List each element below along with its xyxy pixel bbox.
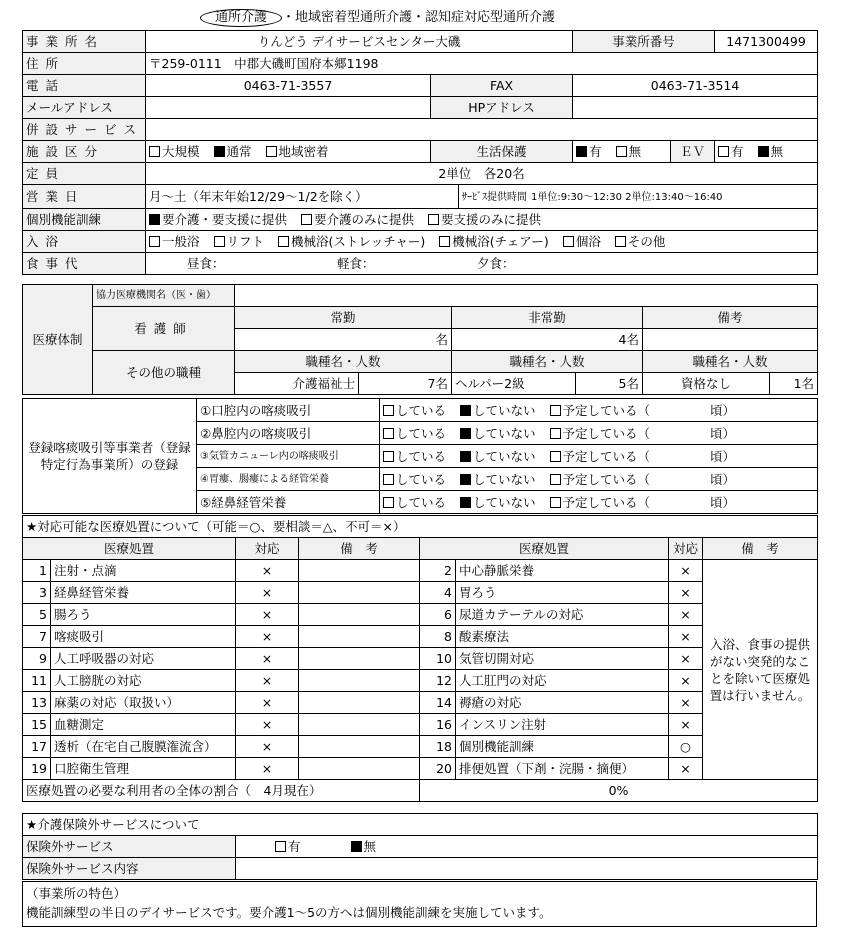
treatment-note-left <box>299 582 420 604</box>
treatment-row <box>23 604 818 626</box>
opt-close: 頃） <box>710 494 736 510</box>
meal-dinner: 夕食： <box>477 256 515 271</box>
opt-doing: している <box>396 448 447 464</box>
mail <box>146 97 431 119</box>
treatment-ratio-label: 医療処置の必要な利用者の全体の割合（ 4月現在） <box>23 780 420 802</box>
opt-close: 頃） <box>710 402 736 418</box>
opt-plan: 予定している（ <box>562 494 651 510</box>
treatment-no-right: 4 <box>420 582 456 604</box>
treatment-resp-right: × <box>669 714 703 736</box>
facility-type-options <box>146 141 431 163</box>
opt-plan: 予定している（ <box>562 471 651 487</box>
bath-lift-label: リフト <box>226 234 265 249</box>
suction-1-plan-checkbox[interactable] <box>550 405 561 416</box>
treatment-resp-right: × <box>669 626 703 648</box>
job-header-2: 職種名・人数 <box>452 351 643 373</box>
treatment-no-right: 10 <box>420 648 456 670</box>
service-hours <box>459 185 818 209</box>
nurse-note <box>643 329 818 351</box>
tel-label: 電話 <box>23 75 146 97</box>
treatment-note-left <box>299 560 420 582</box>
training-support-label: 要支援のみに提供 <box>441 212 542 227</box>
treatment-name-left: 人工呼吸器の対応 <box>51 648 236 670</box>
job-count-1: 7名 <box>359 373 452 395</box>
treatment-name-left: 人工膀胱の対応 <box>51 670 236 692</box>
opt-not: していない <box>473 425 536 441</box>
other-service-types: ・地域密着型通所介護・認知症対応型通所介護 <box>282 10 556 25</box>
job-header-1: 職種名・人数 <box>235 351 452 373</box>
suction-5-plan-checkbox[interactable] <box>550 497 561 508</box>
treatment-ratio: 0% <box>420 780 818 802</box>
treatment-row <box>23 582 818 604</box>
bath-private-label: 個浴 <box>575 234 601 249</box>
treatment-row <box>23 670 818 692</box>
treatment-no-right: 18 <box>420 736 456 758</box>
treatment-no-right: 14 <box>420 692 456 714</box>
treatment-row <box>23 736 818 758</box>
suction-4-not-checkbox[interactable] <box>460 474 471 485</box>
extra-yes-checkbox[interactable] <box>275 841 286 852</box>
treatment-rows <box>23 560 818 780</box>
treatment-resp-left: × <box>236 626 299 648</box>
welfare-no-checkbox[interactable] <box>616 146 627 157</box>
treatment-col-resp-right: 対応 <box>669 538 703 560</box>
treatment-name-right: 尿道カテーテルの対応 <box>456 604 669 626</box>
treatment-table <box>22 515 818 802</box>
bath-other-checkbox[interactable] <box>615 236 626 247</box>
suction-status-3 <box>380 445 818 468</box>
opt-close: 頃） <box>710 448 736 464</box>
treatment-name-right: 人工肛門の対応 <box>456 670 669 692</box>
extra-service-title: ★介護保険外サービスについて <box>23 814 818 836</box>
treatment-resp-right: ○ <box>669 736 703 758</box>
treatment-no-left: 7 <box>23 626 51 648</box>
address: 〒259-0111 中郡大磯町国府本郷1198 <box>146 53 818 75</box>
treatment-resp-right: × <box>669 648 703 670</box>
treatment-no-left: 17 <box>23 736 51 758</box>
treatment-no-left: 15 <box>23 714 51 736</box>
ev-label: ＥＶ <box>671 141 715 163</box>
suction-item-4: ④胃瘻、腸瘻による経管栄養 <box>197 468 380 491</box>
capacity-label: 定員 <box>23 163 146 185</box>
treatment-resp-left: × <box>236 582 299 604</box>
features-text: 機能訓練型の半日のデイサービスです。要介護1～5の方へは個別機能訓練を実施しています。 <box>26 905 552 920</box>
extra-yes-label: 有 <box>288 839 301 854</box>
training-options <box>146 209 818 231</box>
treatment-name-right: 排便処置（下剤・浣腸・摘便） <box>456 758 669 780</box>
job-header-3: 職種名・人数 <box>643 351 818 373</box>
other-staff-label: その他の職種 <box>93 351 235 395</box>
coop-hospital <box>235 285 818 307</box>
treatment-resp-left: × <box>236 758 299 780</box>
treatment-note-left <box>299 604 420 626</box>
facility-normal-label: 通常 <box>226 144 252 159</box>
opt-plan: 予定している（ <box>562 448 651 464</box>
treatment-name-left: 喀痰吸引 <box>51 626 236 648</box>
office-name-label: 事業所名 <box>23 31 146 53</box>
treatment-no-left: 3 <box>23 582 51 604</box>
suction-status-1 <box>380 399 818 422</box>
suction-item-1: ①口腔内の喀痰吸引 <box>197 399 380 422</box>
suction-5-doing-checkbox[interactable] <box>383 497 394 508</box>
job-name-2: ヘルパー2級 <box>452 373 576 395</box>
bath-stretcher-label: 機械浴(ストレッチャー) <box>291 234 426 249</box>
nurse-part-count: 4名 <box>452 329 643 351</box>
facility-normal-checkbox[interactable] <box>214 146 225 157</box>
treatment-col-note-left: 備 考 <box>299 538 420 560</box>
treatment-resp-right: × <box>669 692 703 714</box>
treatment-name-left: 注射・点滴 <box>51 560 236 582</box>
treatment-name-left: 腸ろう <box>51 604 236 626</box>
treatment-row <box>23 692 818 714</box>
treatment-row <box>23 758 818 780</box>
training-all-checkbox[interactable] <box>149 214 160 225</box>
suction-registration-text: 登録喀痰吸引等事業者（登録特定行為事業所）の登録 <box>28 440 191 472</box>
meal-costs <box>146 253 818 275</box>
bath-stretcher-checkbox[interactable] <box>278 236 289 247</box>
opt-doing: している <box>396 402 447 418</box>
service-hours-value: 1単位:9:30～12:30 2単位:13:40～16:40 <box>530 192 723 203</box>
training-care-label: 要介護のみに提供 <box>314 212 415 227</box>
combined-service-label: 併設サービス <box>23 119 146 141</box>
bath-private-checkbox[interactable] <box>563 236 574 247</box>
treatment-name-left: 経鼻経管栄養 <box>51 582 236 604</box>
treatment-col-resp-left: 対応 <box>236 538 299 560</box>
suction-2-doing-checkbox[interactable] <box>383 428 394 439</box>
treatment-note-left <box>299 670 420 692</box>
suction-4-doing-checkbox[interactable] <box>383 474 394 485</box>
training-support-checkbox[interactable] <box>428 214 439 225</box>
extra-no-checkbox[interactable] <box>351 841 362 852</box>
opt-not: していない <box>473 448 536 464</box>
medical-system-table <box>22 284 818 395</box>
treatment-resp-left: × <box>236 560 299 582</box>
opt-close: 頃） <box>710 471 736 487</box>
welfare-yes-checkbox[interactable] <box>576 146 587 157</box>
treatment-no-right: 16 <box>420 714 456 736</box>
training-all-label: 要介護・要支援に提供 <box>162 212 288 227</box>
ev-no-label: 無 <box>770 144 784 159</box>
address-label: 住所 <box>23 53 146 75</box>
features-label: （事業所の特色） <box>26 886 127 901</box>
treatment-note-left <box>299 758 420 780</box>
meal-lunch: 昼食： <box>187 256 225 271</box>
capacity: 2単位 各20名 <box>146 163 818 185</box>
treatment-name-right: 胃ろう <box>456 582 669 604</box>
extra-no-label: 無 <box>363 839 377 854</box>
suction-3-not-checkbox[interactable] <box>460 451 471 462</box>
treatment-no-right: 8 <box>420 626 456 648</box>
facility-local-label: 地域密着 <box>278 144 329 159</box>
welfare-no-label: 無 <box>628 144 642 159</box>
treatment-no-left: 9 <box>23 648 51 670</box>
treatment-note-left <box>299 626 420 648</box>
bath-chair-checkbox[interactable] <box>439 236 450 247</box>
office-name: りんどう デイサービスセンター大磯 <box>146 31 573 53</box>
treatment-resp-left: × <box>236 670 299 692</box>
opt-doing: している <box>396 425 447 441</box>
opt-plan: 予定している（ <box>562 425 651 441</box>
meal-light: 軽食： <box>337 256 375 271</box>
combined-service <box>146 119 818 141</box>
ev-yes-label: 有 <box>731 144 744 159</box>
treatment-name-right: 酸素療法 <box>456 626 669 648</box>
suction-5-not-checkbox[interactable] <box>460 497 471 508</box>
business-days: 月～土（年末年始12/29～1/2を除く） <box>146 185 459 209</box>
bath-options <box>146 231 818 253</box>
hp-label: HPアドレス <box>431 97 573 119</box>
treatment-note-left <box>299 736 420 758</box>
coop-hospital-label: 協力医療機関名（医・歯） <box>93 285 235 307</box>
treatment-resp-right: × <box>669 758 703 780</box>
service-type-header <box>200 8 555 28</box>
selected-service-type: 通所介護 <box>200 9 282 27</box>
treatment-col-note-right: 備 考 <box>703 538 818 560</box>
features-table <box>22 881 817 927</box>
suction-3-doing-checkbox[interactable] <box>383 451 394 462</box>
facility-large-label: 大規模 <box>162 144 200 159</box>
treatment-resp-right: × <box>669 560 703 582</box>
tel: 0463-71-3557 <box>146 75 431 97</box>
treatment-resp-left: × <box>236 692 299 714</box>
welfare-label: 生活保護 <box>431 141 573 163</box>
nurse-part-header: 非常勤 <box>452 307 643 329</box>
hp <box>573 97 818 119</box>
extra-service-label: 保険外サービス <box>23 836 236 858</box>
welfare-yes-label: 有 <box>589 144 602 159</box>
service-hours-label: ｻｰﾋﾞｽ提供時間 <box>462 192 527 203</box>
treatment-name-right: 褥瘡の対応 <box>456 692 669 714</box>
treatment-name-left: 口腔衛生管理 <box>51 758 236 780</box>
bath-lift-checkbox[interactable] <box>214 236 225 247</box>
suction-2-plan-checkbox[interactable] <box>550 428 561 439</box>
suction-status-2 <box>380 422 818 445</box>
extra-content <box>236 858 818 880</box>
extra-content-label: 保険外サービス内容 <box>23 858 236 880</box>
treatment-no-left: 13 <box>23 692 51 714</box>
facility-type-label: 施設区分 <box>23 141 146 163</box>
treatment-note-right: 入浴、食事の提供がない突発的なことを除いて医療処置は行いません。 <box>703 560 818 780</box>
ev-options <box>715 141 818 163</box>
fax: 0463-71-3514 <box>573 75 818 97</box>
treatment-col-proc-right: 医療処置 <box>420 538 669 560</box>
suction-item-3: ③気管カニューレ内の喀痰吸引 <box>197 445 380 468</box>
facility-large-checkbox[interactable] <box>149 146 160 157</box>
treatment-row <box>23 560 818 582</box>
training-label: 個別機能訓練 <box>23 209 146 231</box>
ev-no-checkbox[interactable] <box>758 146 769 157</box>
suction-registration-label <box>23 399 197 514</box>
suction-2-not-checkbox[interactable] <box>460 428 471 439</box>
treatment-resp-left: × <box>236 648 299 670</box>
treatment-resp-right: × <box>669 604 703 626</box>
bath-label: 入浴 <box>23 231 146 253</box>
business-days-label: 営業日 <box>23 185 146 209</box>
treatment-no-left: 5 <box>23 604 51 626</box>
opt-plan: 予定している（ <box>562 402 651 418</box>
treatment-no-left: 19 <box>23 758 51 780</box>
mail-label: メールアドレス <box>23 97 146 119</box>
nurse-note-header: 備考 <box>643 307 818 329</box>
bath-general-checkbox[interactable] <box>149 236 160 247</box>
treatment-row <box>23 714 818 736</box>
treatment-name-left: 麻薬の対応（取扱い） <box>51 692 236 714</box>
bath-other-label: その他 <box>627 234 666 249</box>
treatment-resp-right: × <box>669 670 703 692</box>
suction-registration-table <box>22 398 818 514</box>
treatment-resp-left: × <box>236 736 299 758</box>
meal-label: 食事代 <box>23 253 146 275</box>
extra-service-options <box>236 836 818 858</box>
welfare-options <box>573 141 671 163</box>
treatment-no-right: 20 <box>420 758 456 780</box>
treatment-col-proc-left: 医療処置 <box>23 538 236 560</box>
suction-status-5 <box>380 491 818 514</box>
opt-doing: している <box>396 471 447 487</box>
nurse-full-count: 名 <box>235 329 452 351</box>
treatment-no-right: 12 <box>420 670 456 692</box>
bath-chair-label: 機械浴(チェアー) <box>452 234 549 249</box>
office-number-label: 事業所番号 <box>573 31 715 53</box>
suction-3-plan-checkbox[interactable] <box>550 451 561 462</box>
treatment-name-right: 個別機能訓練 <box>456 736 669 758</box>
treatment-note-left <box>299 692 420 714</box>
opt-not: していない <box>473 471 536 487</box>
treatment-name-right: 気管切開対応 <box>456 648 669 670</box>
suction-status-4 <box>380 468 818 491</box>
job-name-1: 介護福祉士 <box>235 373 359 395</box>
nurse-label: 看護師 <box>93 307 235 351</box>
extra-service-table <box>22 813 818 880</box>
fax-label: FAX <box>431 75 573 97</box>
treatment-no-left: 11 <box>23 670 51 692</box>
opt-close: 頃） <box>710 425 736 441</box>
bath-general-label: 一般浴 <box>162 234 200 249</box>
treatment-name-right: 中心静脈栄養 <box>456 560 669 582</box>
treatment-no-right: 2 <box>420 560 456 582</box>
job-name-3: 資格なし <box>643 373 770 395</box>
suction-1-doing-checkbox[interactable] <box>383 405 394 416</box>
treatment-row <box>23 648 818 670</box>
treatment-resp-left: × <box>236 604 299 626</box>
treatment-note-left <box>299 714 420 736</box>
facility-local-checkbox[interactable] <box>266 146 277 157</box>
office-info-table <box>22 30 818 275</box>
opt-not: していない <box>473 402 536 418</box>
treatment-resp-left: × <box>236 714 299 736</box>
opt-doing: している <box>396 494 447 510</box>
office-number: 1471300499 <box>715 31 818 53</box>
medical-system-label: 医療体制 <box>23 285 93 395</box>
features-box <box>23 882 817 927</box>
treatment-row <box>23 626 818 648</box>
treatment-no-left: 1 <box>23 560 51 582</box>
treatment-name-right: インスリン注射 <box>456 714 669 736</box>
job-count-3: 1名 <box>770 373 818 395</box>
suction-4-plan-checkbox[interactable] <box>550 474 561 485</box>
ev-yes-checkbox[interactable] <box>718 146 729 157</box>
suction-item-5: ⑤経鼻経管栄養 <box>197 491 380 514</box>
treatment-name-left: 血糖測定 <box>51 714 236 736</box>
treatment-name-left: 透析（在宅自己腹膜潅流含） <box>51 736 236 758</box>
opt-not: していない <box>473 494 536 510</box>
treatment-no-right: 6 <box>420 604 456 626</box>
suction-1-not-checkbox[interactable] <box>460 405 471 416</box>
suction-item-2: ②鼻腔内の喀痰吸引 <box>197 422 380 445</box>
job-count-2: 5名 <box>576 373 643 395</box>
nurse-full-header: 常勤 <box>235 307 452 329</box>
treatment-resp-right: × <box>669 582 703 604</box>
training-care-checkbox[interactable] <box>301 214 312 225</box>
treatment-note-left <box>299 648 420 670</box>
treatment-title: ★対応可能な医療処置について（可能＝○、要相談＝△、不可＝×） <box>23 516 818 538</box>
